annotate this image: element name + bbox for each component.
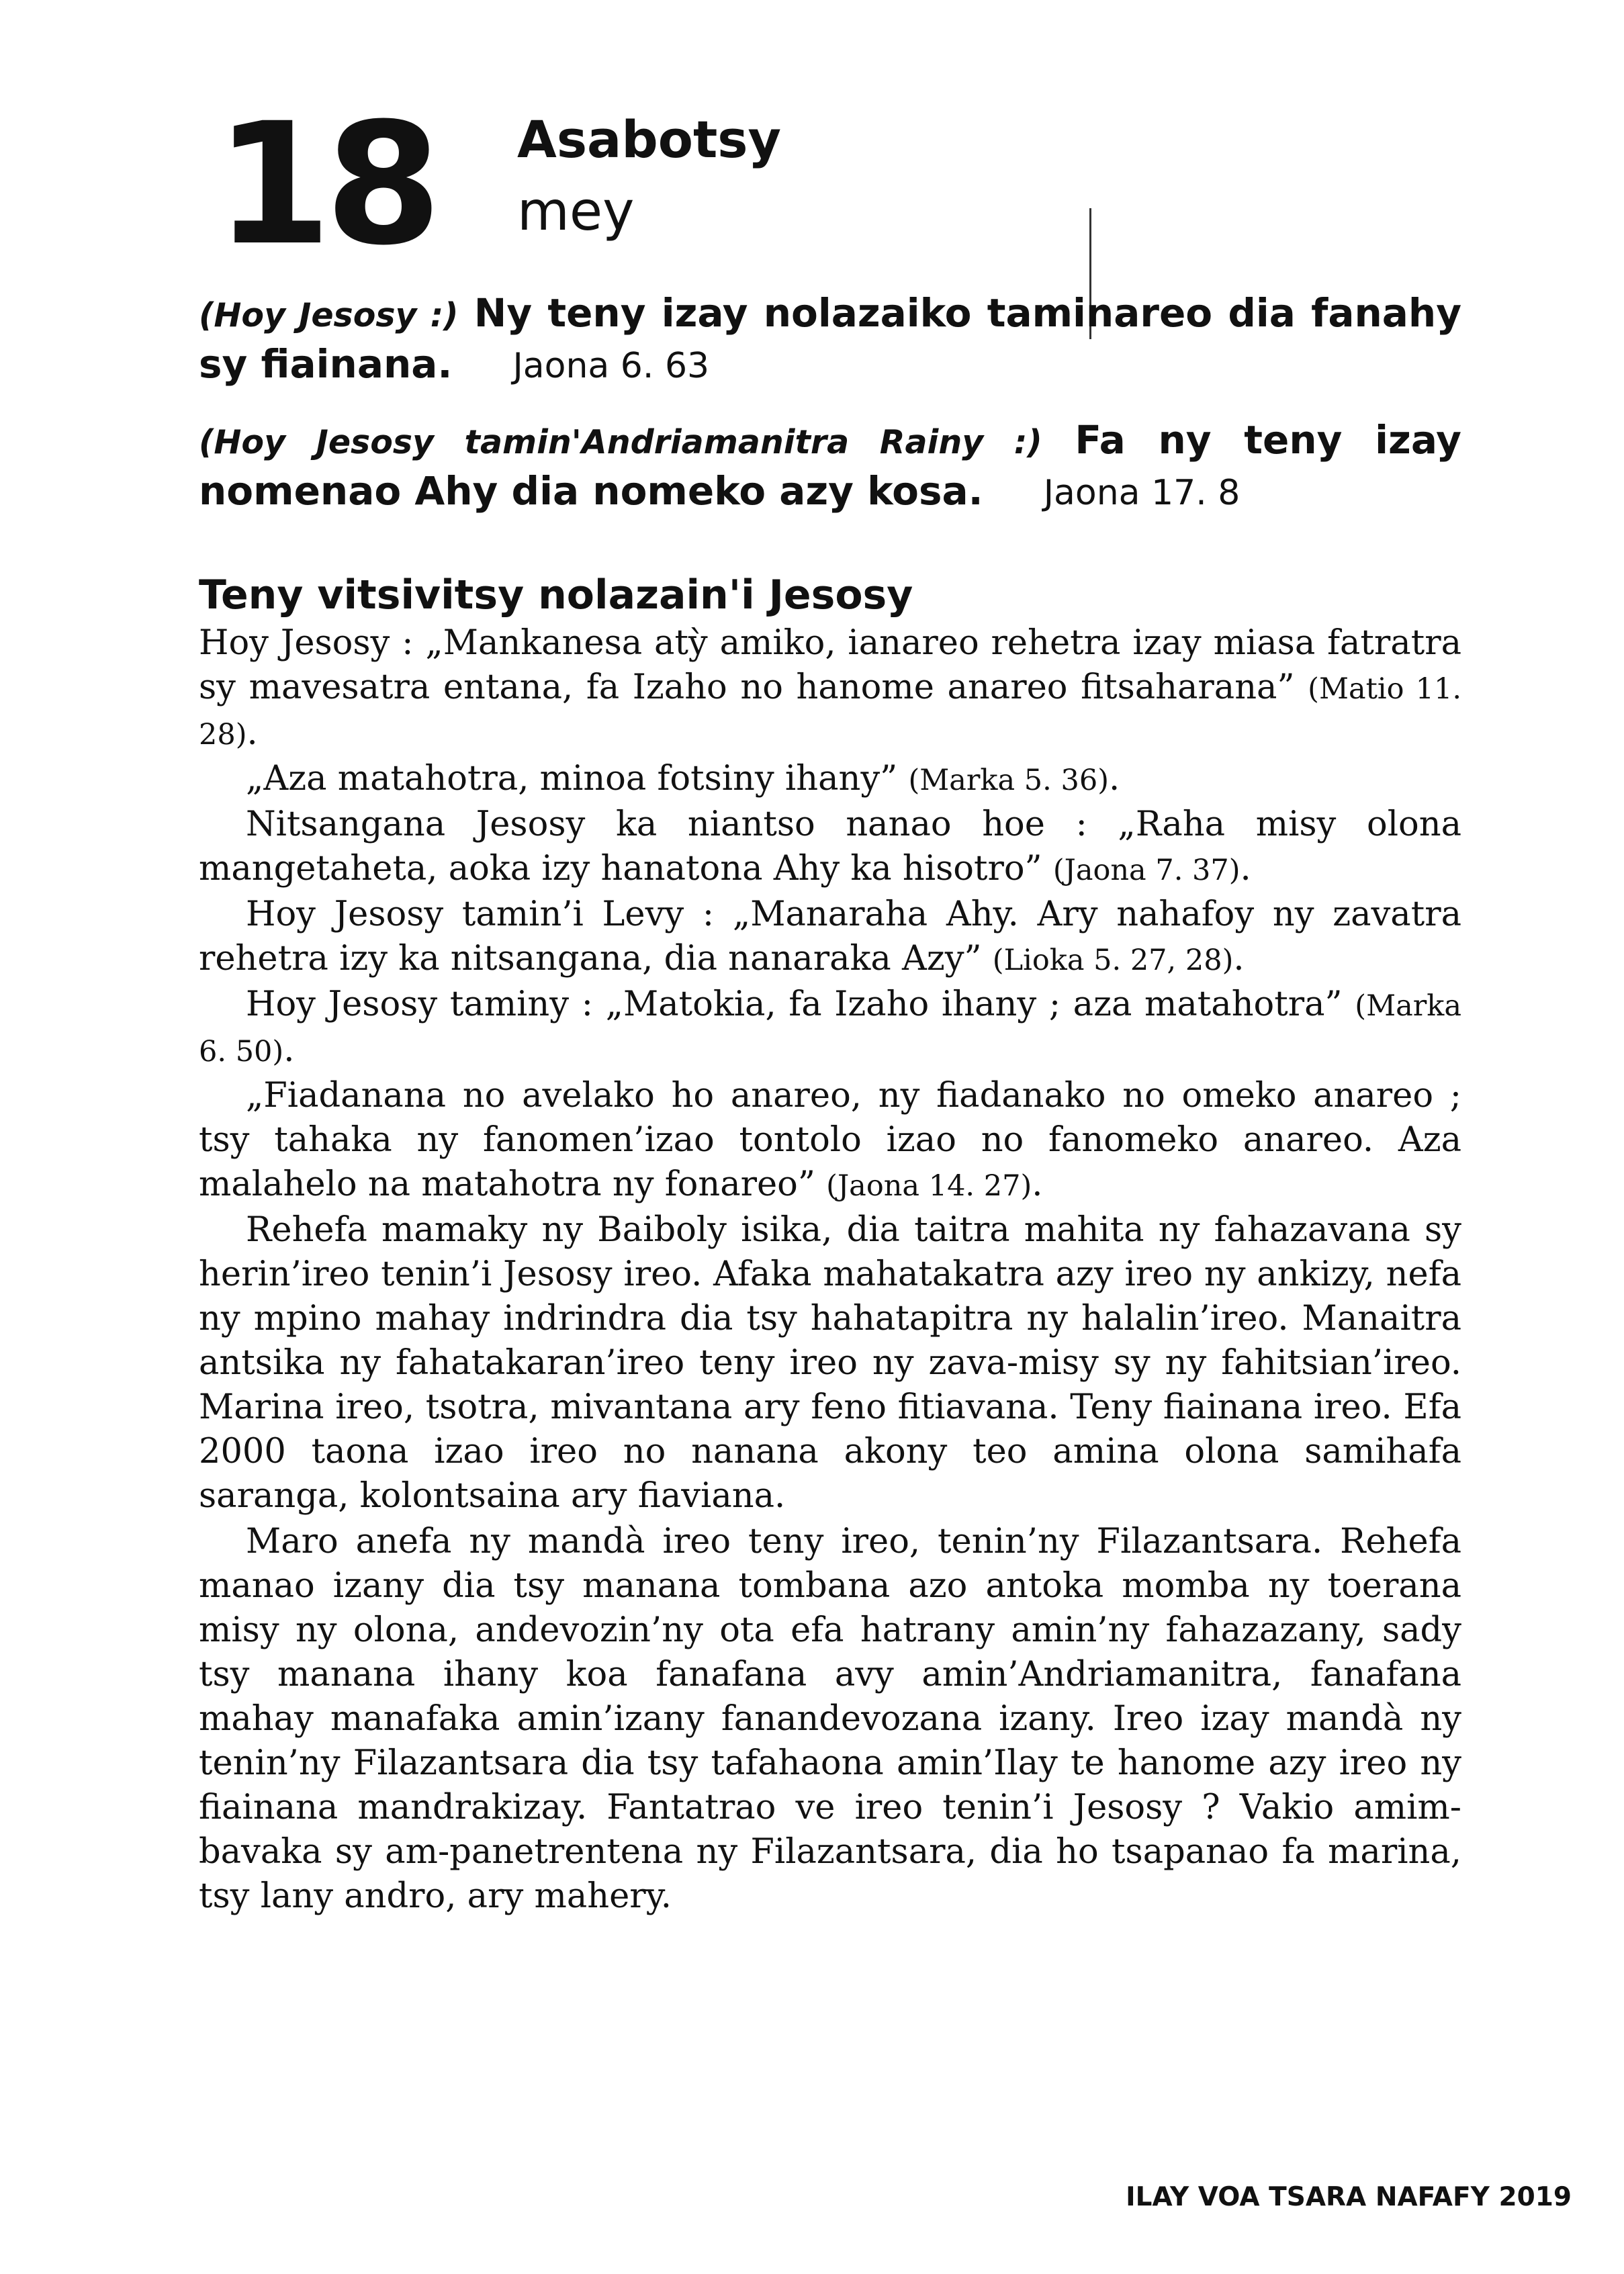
paragraph-text: Hoy Jesosy : „Mankanesa atỳ amiko, ianareo rehetra izay miasa fatratra sy mavesatra entana, fa Izaho no hanome anareo fitsaharana”: [199, 623, 1461, 707]
paragraph-tail: .: [246, 713, 258, 753]
paragraph: [199, 1208, 1461, 1520]
paragraph-tail: .: [1233, 939, 1245, 979]
paragraph: [199, 893, 1461, 983]
paragraph-citation: (Marka 6. 50): [199, 989, 1461, 1068]
paragraph-citation: (Jaona 7. 37): [1052, 854, 1240, 887]
paragraph-text: „Aza matahotra, minoa fotsiny ihany”: [246, 759, 909, 799]
footer-title: ILAY VOA TSARA NAFAFY 2019: [1126, 2182, 1572, 2212]
paragraph-text: Hoy Jesosy tamin’i Levy : „Manaraha Ahy. Ary nahafoy ny zavatra rehetra izy ka nitsangana, dia nanaraka Azy”: [199, 895, 1461, 979]
paragraph-text: Hoy Jesosy taminy : „Matokia, fa Izaho ihany ; aza matahotra”: [246, 985, 1355, 1024]
paragraph-tail: .: [1108, 759, 1120, 799]
paragraph: [199, 1074, 1461, 1208]
weekday-label: Asabotsy: [517, 109, 782, 169]
paragraph-tail: .: [1032, 1165, 1043, 1204]
body-text: [199, 621, 1461, 1920]
paragraph-text: „Fiadanana no avelako ho anareo, ny fiadanako no omeko anareo ; tsy tahaka ny fanomen’izao tontolo izao no fanomeko anareo. Aza malahelo na matahotra ny fonareo”: [199, 1076, 1461, 1204]
verse-reference: Jaona 17. 8: [1043, 473, 1240, 513]
paragraph-text: Maro anefa ny mandà ireo teny ireo, tenin’ny Filazantsara. Rehefa manao izany dia tsy manana tombana azo antoka momba ny toerana misy ny olona, andevozin’ny ota efa hatrany amin’ny fahazazany, sady tsy manana ihany koa fanafana avy amin’Andriamanitra, fanafana mahay manafaka amin’izany fanandevozana izany. Ireo izay mandà ny tenin’ny Filazantsara dia tsy tafahaona amin’Ilay te hanome azy ireo ny fiainana mandrakizay. Fantatrao ve ireo tenin’i Jesosy ? Vakio amim-bavaka sy am-panetrentena ny Filazantsara, dia ho tsapanao fa marina, tsy lany andro, ary mahery.: [199, 1522, 1461, 1916]
verse-reference: Jaona 6. 63: [512, 346, 710, 386]
month-label: mey: [517, 180, 635, 242]
date-header: [215, 87, 887, 282]
paragraph-citation: (Lioka 5. 27, 28): [992, 944, 1234, 977]
section-heading: Teny vitsivitsy nolazain'i Jesosy: [199, 572, 913, 619]
verse-text: Ny teny izay nolazaiko taminareo dia fanahy sy fiainana.: [199, 290, 1461, 387]
paragraph: [199, 621, 1461, 757]
paragraph-citation: (Marka 5. 36): [908, 764, 1109, 797]
paragraph: [199, 803, 1461, 893]
verse-list: [199, 289, 1461, 543]
paragraph: [199, 983, 1461, 1074]
paragraph-tail: .: [1240, 849, 1251, 889]
day-number: 18: [215, 87, 435, 282]
paragraph-text: Rehefa mamaky ny Baiboly isika, dia taitra mahita ny fahazavana sy herin’ireo tenin’i Jesosy ireo. Afaka mahatakatra azy ireo ny ankizy, nefa ny mpino mahay indrindra dia tsy hahatapitra ny halalin’ireo. Manaitra antsika ny fahatakaran’ireo teny ireo ny zava-misy sy ny fahitsian’ireo. Marina ireo, tsotra, mivantana ary feno fitiavana. Teny fiainana ireo. Efa 2000 taona izao ireo no nanana akony teo amina olona samihafa saranga, kolontsaina ary fiaviana.: [199, 1210, 1461, 1516]
paragraph-citation: (Matio 11. 28): [199, 672, 1462, 752]
paragraph-citation: (Jaona 14. 27): [826, 1169, 1032, 1203]
paragraph: [199, 1520, 1461, 1920]
verse-text: Fa ny teny izay nomenao Ahy dia nomeko azy kosa.: [199, 417, 1461, 514]
verse-speaker: (Hoy Jesosy :): [199, 296, 459, 334]
verse-2: [199, 416, 1461, 517]
paragraph: [199, 757, 1461, 803]
paragraph-tail: .: [283, 1030, 295, 1070]
paragraph-text: Nitsangana Jesosy ka niantso nanao hoe : „Raha misy olona mangetaheta, aoka izy hanatona Ahy ka hisotro”: [199, 805, 1461, 889]
verse-1: [199, 289, 1461, 390]
verse-speaker: (Hoy Jesosy tamin'Andriamanitra Rainy :): [199, 423, 1042, 461]
